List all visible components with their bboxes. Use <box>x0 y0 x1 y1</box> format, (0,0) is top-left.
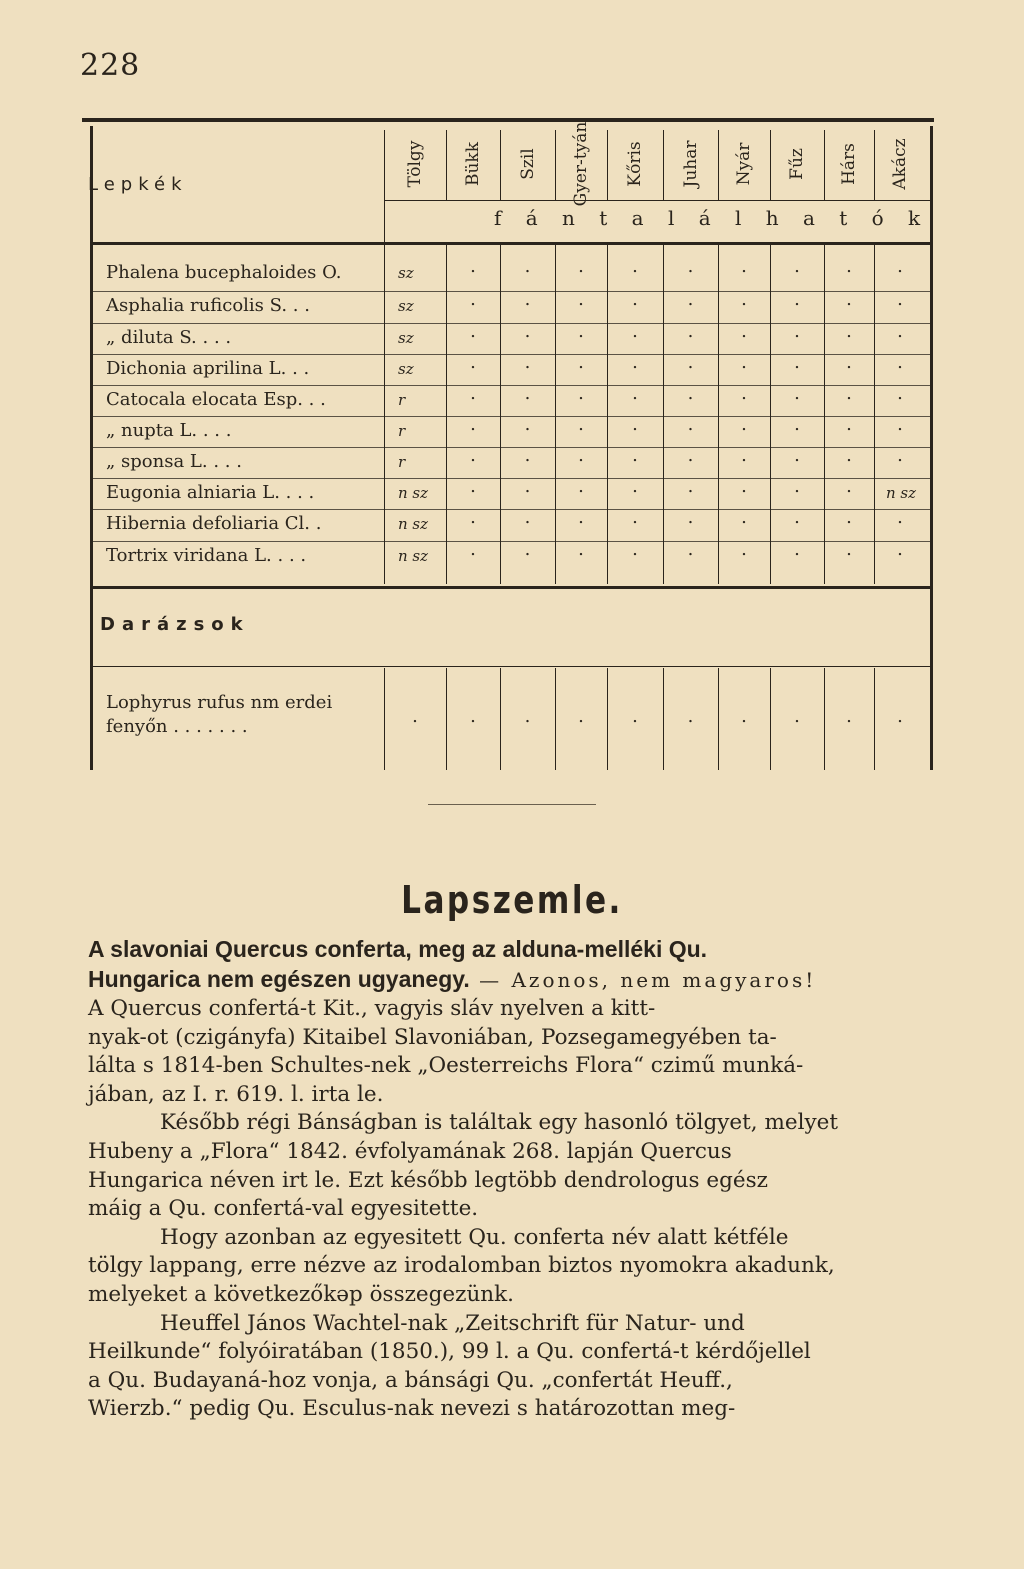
column-divider-body <box>663 244 664 584</box>
review-text-line: máig a Qu. confertá-val egyesitette. <box>88 1196 479 1222</box>
empty-cell-dot: . <box>470 383 476 404</box>
empty-cell-dot: . <box>897 256 903 277</box>
empty-cell-dot: . <box>897 445 903 466</box>
empty-cell-dot: . <box>470 321 476 342</box>
empty-cell-dot: . <box>794 321 800 342</box>
lepkek-header: Lepkék <box>88 174 188 195</box>
wasp-row-name-line1: Lophyrus rufus nm erdei <box>106 692 333 713</box>
column-divider-tolgy-sub <box>384 200 385 244</box>
empty-cell-dot: . <box>687 476 694 497</box>
empty-cell-dot: . <box>412 706 418 727</box>
empty-cell-dot: . <box>897 507 903 528</box>
empty-cell-dot: . <box>632 289 638 310</box>
row-rule <box>92 541 930 542</box>
empty-cell-dot: . <box>470 476 476 497</box>
tolgy-cell: r <box>398 422 406 440</box>
review-text-line: melyeket a következőkəp összegezünk. <box>88 1282 515 1307</box>
empty-cell-dot: . <box>687 352 694 373</box>
empty-cell-dot: . <box>632 445 638 466</box>
empty-cell-dot: . <box>687 321 694 342</box>
empty-cell-dot: . <box>741 383 747 404</box>
empty-cell-dot: . <box>846 289 852 310</box>
empty-cell-dot: . <box>524 507 531 528</box>
column-header: Kőris <box>625 141 645 187</box>
tolgy-cell: sz <box>398 360 414 378</box>
empty-cell-dot: . <box>794 507 800 528</box>
column-divider-header <box>663 130 664 200</box>
empty-cell-dot: . <box>578 414 584 435</box>
empty-cell-dot: . <box>846 507 852 528</box>
empty-cell-dot: . <box>524 352 531 373</box>
header-subrule <box>384 200 930 201</box>
empty-cell-dot: . <box>578 352 584 373</box>
column-divider-body <box>718 244 719 584</box>
empty-cell-dot: . <box>687 706 694 727</box>
column-divider-header <box>555 130 556 200</box>
empty-cell-dot: . <box>794 289 800 310</box>
empty-cell-dot: . <box>524 706 531 727</box>
column-header: Akácz <box>890 138 910 190</box>
column-divider-body <box>874 244 875 584</box>
heading-bold-part: Hungarica nem egészen ugyanegy. <box>88 966 470 992</box>
row-rule <box>92 323 930 324</box>
column-header: Tölgy <box>405 140 425 188</box>
empty-cell-dot: . <box>578 539 584 560</box>
column-divider-header <box>770 130 771 200</box>
row-rule <box>92 291 930 292</box>
empty-cell-dot: . <box>578 706 584 727</box>
review-text-line: jában, az I. r. 619. l. irta le. <box>88 1081 384 1107</box>
review-heading-line2 <box>88 966 816 993</box>
column-divider-wasp <box>718 668 719 770</box>
empty-cell-dot: . <box>470 352 476 373</box>
empty-cell-dot: . <box>470 445 476 466</box>
review-text-line: A Quercus confertá-t Kit., vagyis sláv nyelven a kitt- <box>88 996 656 1021</box>
review-text-line: Hungarica néven irt le. Ezt később legtöbb dendrologus egész <box>88 1167 768 1193</box>
column-divider-body <box>384 244 385 584</box>
species-name: Phalena bucephaloides O. <box>106 262 342 283</box>
column-divider-header <box>446 130 447 200</box>
column-divider-header <box>874 130 875 200</box>
empty-cell-dot: . <box>846 445 852 466</box>
empty-cell-dot: . <box>897 352 903 373</box>
empty-cell-dot: . <box>578 476 584 497</box>
empty-cell-dot: . <box>794 414 800 435</box>
empty-cell-dot: . <box>524 539 531 560</box>
column-divider-wasp <box>446 668 447 770</box>
empty-cell-dot: . <box>687 507 694 528</box>
section-divider <box>428 804 596 805</box>
empty-cell-dot: . <box>687 383 694 404</box>
empty-cell-dot: . <box>846 706 852 727</box>
empty-cell-dot: . <box>897 706 903 727</box>
empty-cell-dot: . <box>897 383 903 404</box>
column-divider-wasp <box>824 668 825 770</box>
species-name: „ sponsa L. . . . <box>106 451 242 472</box>
empty-cell-dot: . <box>897 539 903 560</box>
column-divider-header <box>824 130 825 200</box>
empty-cell-dot: . <box>846 352 852 373</box>
species-name: Eugonia alniaria L. . . . <box>106 482 315 503</box>
wasp-row-name-line2: fenyőn . . . . . . . <box>106 716 248 737</box>
tolgy-cell: n sz <box>398 515 429 533</box>
empty-cell-dot: . <box>632 352 638 373</box>
column-divider-body <box>607 244 608 584</box>
empty-cell-dot: . <box>687 289 694 310</box>
empty-cell-dot: . <box>578 289 584 310</box>
review-text-line: Hogy azonban az egyesitett Qu. conferta név alatt kétféle <box>160 1224 789 1250</box>
empty-cell-dot: . <box>632 414 638 435</box>
empty-cell-dot: . <box>794 706 800 727</box>
empty-cell-dot: . <box>794 539 800 560</box>
row-rule <box>92 509 930 510</box>
darazsok-header: Darázsok <box>100 614 250 635</box>
empty-cell-dot: . <box>846 256 852 277</box>
column-divider-header <box>384 130 385 200</box>
column-divider-body <box>824 244 825 584</box>
empty-cell-dot: . <box>524 383 531 404</box>
empty-cell-dot: . <box>741 539 747 560</box>
empty-cell-dot: . <box>741 706 747 727</box>
empty-cell-dot: . <box>632 706 638 727</box>
empty-cell-dot: . <box>470 256 476 277</box>
column-header: Juhar <box>680 140 701 188</box>
page-number: 228 <box>80 48 141 83</box>
darazsok-bottom-rule <box>92 666 930 667</box>
review-text-line: Hubeny a „Flora“ 1842. évfolyamának 268. lapján Quercus <box>88 1139 732 1164</box>
row-rule <box>92 416 930 417</box>
review-text-line: Később régi Bánságban is találtak egy hasonló tölgyet, melyet <box>160 1110 838 1136</box>
empty-cell-dot: . <box>687 445 694 466</box>
table-left-border <box>90 126 93 770</box>
empty-cell-dot: . <box>741 445 747 466</box>
review-text-line: nyak-ot (czigányfa) Kitaibel Slavoniában, Pozsegamegyében ta- <box>88 1024 777 1050</box>
empty-cell-dot: . <box>741 321 747 342</box>
column-divider-wasp <box>770 668 771 770</box>
empty-cell-dot: . <box>470 507 476 528</box>
empty-cell-dot: . <box>632 476 638 497</box>
empty-cell-dot: . <box>632 539 638 560</box>
column-divider-body <box>446 244 447 584</box>
species-name: Asphalia ruficolis S. . . <box>106 295 310 316</box>
tolgy-cell: r <box>398 453 406 471</box>
empty-cell-dot: . <box>794 383 800 404</box>
species-name: Catocala elocata Esp. . . <box>106 389 326 410</box>
column-divider-wasp <box>663 668 664 770</box>
species-name: „ nupta L. . . . <box>106 420 232 441</box>
column-divider-header <box>607 130 608 200</box>
column-header: Nyár <box>734 142 754 186</box>
empty-cell-dot: . <box>846 321 852 342</box>
row-rule <box>92 478 930 479</box>
column-divider-header <box>718 130 719 200</box>
column-divider-wasp <box>874 668 875 770</box>
empty-cell-dot: . <box>741 476 747 497</box>
column-divider-body <box>770 244 771 584</box>
review-text-line: Wierzb.“ pedig Qu. Esculus-nak nevezi s határozottan meg- <box>88 1396 736 1422</box>
column-divider-wasp <box>555 668 556 770</box>
empty-cell-dot: . <box>524 414 531 435</box>
column-header: Szil <box>517 148 538 180</box>
review-text-line: Heuffel János Wachtel-nak „Zeitschrift für Natur- und <box>160 1310 745 1336</box>
empty-cell-dot: . <box>632 321 638 342</box>
column-divider-wasp <box>607 668 608 770</box>
review-title: Lapszemle. <box>401 878 623 922</box>
empty-cell-dot: . <box>470 539 476 560</box>
empty-cell-dot: . <box>897 289 903 310</box>
review-text-line: Heilkunde“ folyóiratában (1850.), 99 l. a Qu. confertá-t kérdőjellel <box>88 1339 811 1365</box>
empty-cell-dot: . <box>578 383 584 404</box>
empty-cell-dot: . <box>687 414 694 435</box>
species-name: Hibernia defoliaria Cl. . <box>106 513 322 534</box>
heading-rest-part: — Azonos, nem magyaros! <box>469 968 817 992</box>
empty-cell-dot: . <box>846 539 852 560</box>
column-header: Fűz <box>787 148 807 180</box>
empty-cell-dot: . <box>524 289 531 310</box>
review-text-line: lálta s 1814-ben Schultes-nek „Oesterreichs Flora“ czimű munká- <box>88 1053 804 1079</box>
empty-cell-dot: . <box>687 256 694 277</box>
column-divider-wasp <box>384 668 385 770</box>
species-name: Tortrix viridana L. . . . <box>106 545 307 566</box>
empty-cell-dot: . <box>741 256 747 277</box>
species-name: „ diluta S. . . . <box>106 327 232 348</box>
empty-cell-dot: . <box>897 321 903 342</box>
tolgy-cell: n sz <box>398 484 429 502</box>
empty-cell-dot: . <box>470 289 476 310</box>
empty-cell-dot: . <box>578 256 584 277</box>
column-divider-body <box>500 244 501 584</box>
tolgy-cell: sz <box>398 329 414 347</box>
empty-cell-dot: . <box>524 445 531 466</box>
empty-cell-dot: . <box>741 352 747 373</box>
akacz-cell: n sz <box>886 484 917 502</box>
row-rule <box>92 385 930 386</box>
empty-cell-dot: . <box>846 476 852 497</box>
empty-cell-dot: . <box>578 445 584 466</box>
empty-cell-dot: . <box>687 539 694 560</box>
empty-cell-dot: . <box>794 476 800 497</box>
fan-talalhatok-label: f á n t a l á l h a t ó k <box>494 206 930 230</box>
column-divider-body <box>555 244 556 584</box>
empty-cell-dot: . <box>794 352 800 373</box>
tolgy-cell: sz <box>398 264 414 282</box>
review-text-line: a Qu. Budayaná-hoz vonja, a bánsági Qu. „confertát Heuff., <box>88 1367 733 1393</box>
empty-cell-dot: . <box>470 706 476 727</box>
review-heading-line1: A slavoniai Quercus conferta, meg az alduna-melléki Qu. <box>88 936 708 962</box>
review-text-line: tölgy lappang, erre nézve az irodalomban biztos nyomokra akadunk, <box>88 1253 835 1279</box>
tolgy-cell: n sz <box>398 547 429 565</box>
empty-cell-dot: . <box>470 414 476 435</box>
row-rule <box>92 354 930 355</box>
column-divider-wasp <box>500 668 501 770</box>
empty-cell-dot: . <box>741 507 747 528</box>
table-right-border <box>930 126 933 770</box>
column-header: Gyer-tyán <box>571 121 591 207</box>
tolgy-cell: r <box>398 391 406 409</box>
tolgy-cell: sz <box>398 297 414 315</box>
empty-cell-dot: . <box>794 445 800 466</box>
empty-cell-dot: . <box>846 383 852 404</box>
row-rule <box>92 447 930 448</box>
empty-cell-dot: . <box>632 507 638 528</box>
empty-cell-dot: . <box>578 321 584 342</box>
column-header: Hárs <box>839 143 859 185</box>
header-bottom-rule <box>92 242 930 245</box>
column-header: Bükk <box>463 141 483 187</box>
empty-cell-dot: . <box>578 507 584 528</box>
lepkek-bottom-rule <box>92 586 930 589</box>
empty-cell-dot: . <box>846 414 852 435</box>
empty-cell-dot: . <box>632 256 638 277</box>
empty-cell-dot: . <box>524 321 531 342</box>
species-name: Dichonia aprilina L. . . <box>106 358 310 379</box>
empty-cell-dot: . <box>741 289 747 310</box>
column-divider-header <box>500 130 501 200</box>
empty-cell-dot: . <box>741 414 747 435</box>
empty-cell-dot: . <box>524 476 531 497</box>
empty-cell-dot: . <box>524 256 531 277</box>
empty-cell-dot: . <box>632 383 638 404</box>
empty-cell-dot: . <box>897 414 903 435</box>
empty-cell-dot: . <box>794 256 800 277</box>
